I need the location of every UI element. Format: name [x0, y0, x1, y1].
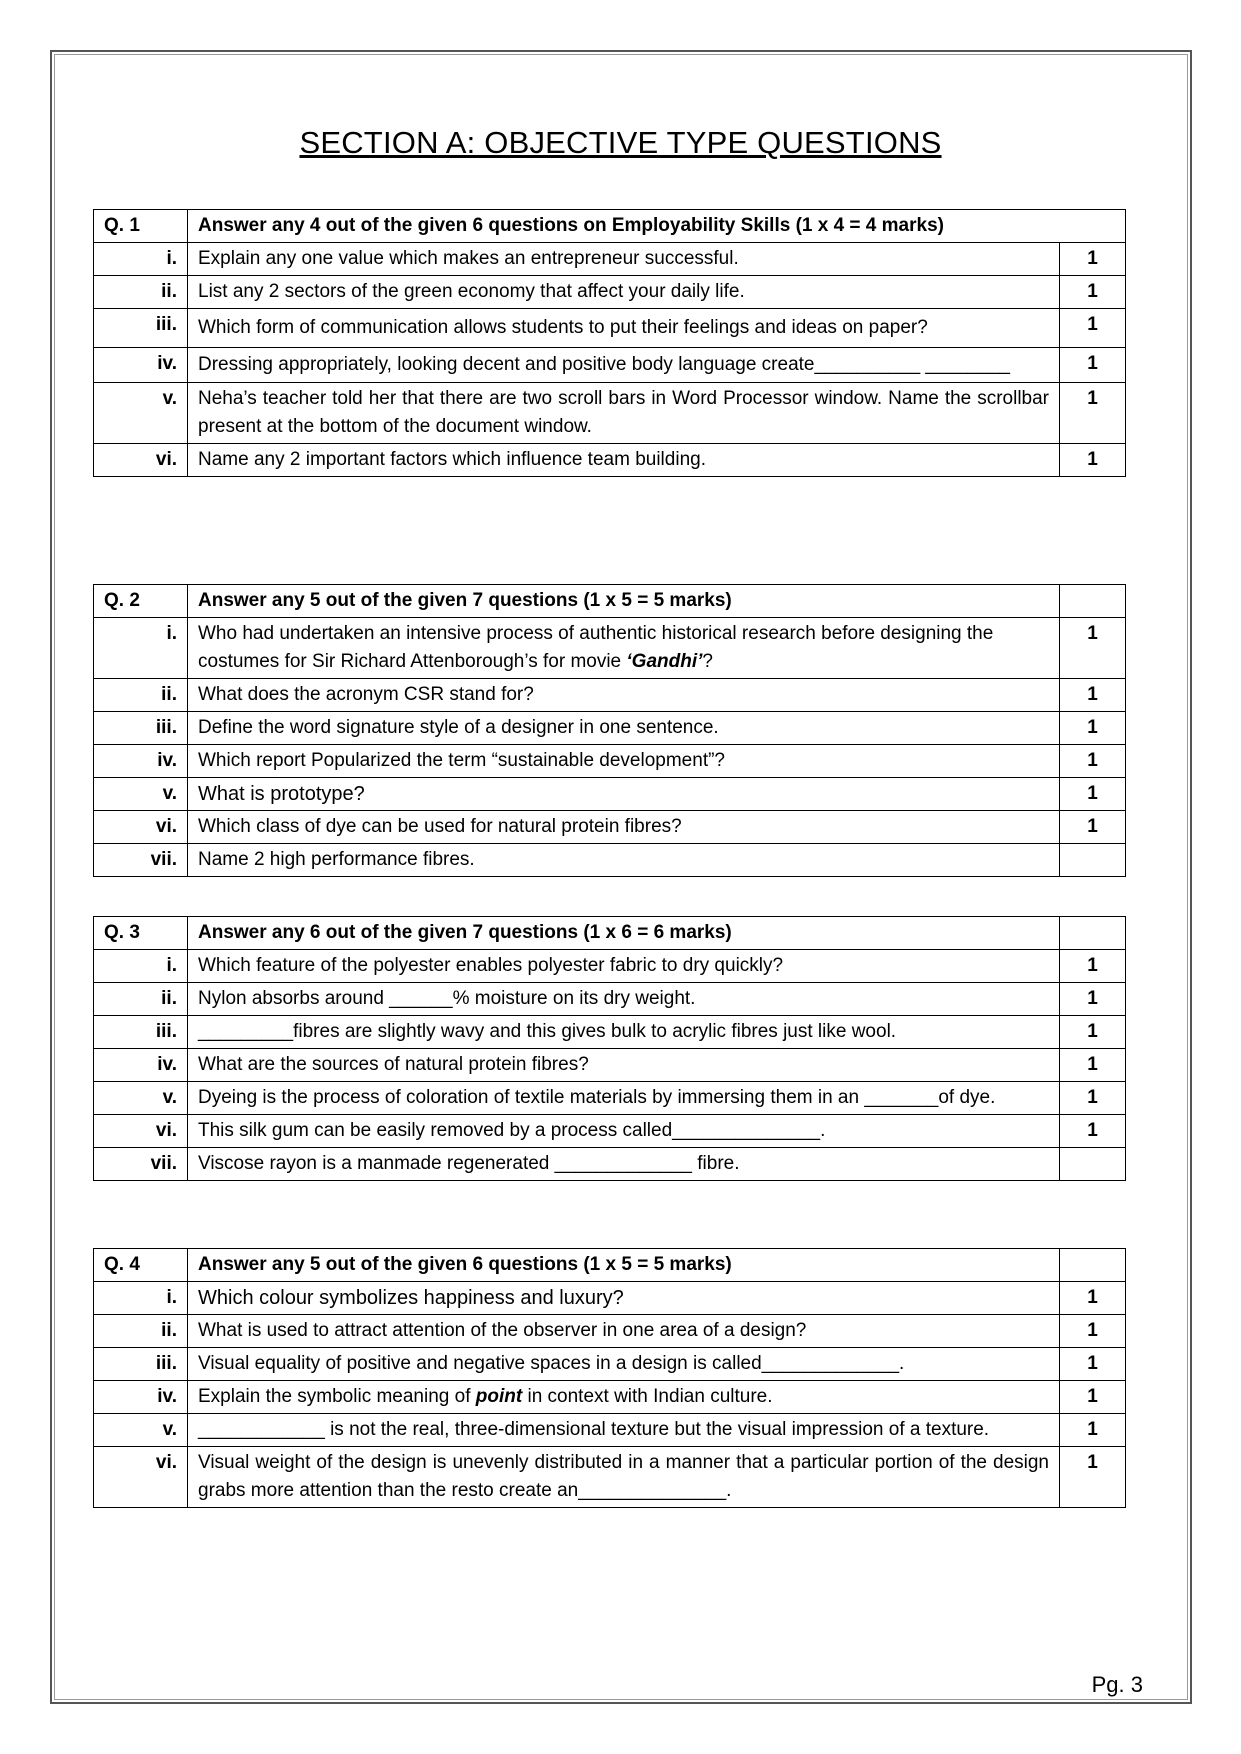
item-mark: 1 [1060, 618, 1126, 679]
item-text: Dressing appropriately, looking decent and positive body language create__________ ________ [188, 348, 1060, 383]
question-table-q3 [93, 916, 1126, 1181]
item-text: Nylon absorbs around ______% moisture on its dry weight. [188, 983, 1060, 1016]
item-text: Which report Popularized the term “sustainable development”? [188, 745, 1060, 778]
question-header-row [94, 1249, 1126, 1282]
table-row [94, 243, 1126, 276]
item-text [188, 1381, 1060, 1414]
item-text: Which feature of the polyester enables polyester fabric to dry quickly? [188, 950, 1060, 983]
table-row [94, 983, 1126, 1016]
table-row [94, 1082, 1126, 1115]
item-number: v. [94, 778, 188, 811]
question-heading: Answer any 5 out of the given 6 questions (1 x 5 = 5 marks) [188, 1249, 1060, 1282]
item-number: v. [94, 1414, 188, 1447]
item-number: i. [94, 618, 188, 679]
item-text: Visual weight of the design is unevenly distributed in a manner that a particular portion of the design grabs more attention than the resto create an______________. [188, 1447, 1060, 1508]
item-mark [1060, 1148, 1126, 1181]
question-table-q2 [93, 584, 1126, 877]
item-text: Explain any one value which makes an entrepreneur successful. [188, 243, 1060, 276]
table-row [94, 1148, 1126, 1181]
question-table-q4 [93, 1248, 1126, 1508]
table-row [94, 745, 1126, 778]
item-number: vi. [94, 444, 188, 477]
item-text [188, 618, 1060, 679]
item-text: What does the acronym CSR stand for? [188, 679, 1060, 712]
item-mark: 1 [1060, 348, 1126, 383]
table-row [94, 811, 1126, 844]
item-text: Neha’s teacher told her that there are two scroll bars in Word Processor window. Name the scrollbar present at the bottom of the document window. [188, 383, 1060, 444]
item-mark: 1 [1060, 444, 1126, 477]
item-text: What is prototype? [188, 778, 1060, 811]
item-mark: 1 [1060, 679, 1126, 712]
item-text: What are the sources of natural protein fibres? [188, 1049, 1060, 1082]
table-row [94, 1348, 1126, 1381]
item-mark: 1 [1060, 1348, 1126, 1381]
item-text: What is used to attract attention of the observer in one area of a design? [188, 1315, 1060, 1348]
table-row [94, 1447, 1126, 1508]
table-row [94, 1381, 1126, 1414]
item-mark: 1 [1060, 1315, 1126, 1348]
item-mark: 1 [1060, 1447, 1126, 1508]
question-number: Q. 2 [94, 585, 188, 618]
table-row [94, 1282, 1126, 1315]
item-number: iv. [94, 348, 188, 383]
table-row [94, 950, 1126, 983]
question-header-row [94, 585, 1126, 618]
item-text: ____________ is not the real, three-dimensional texture but the visual impression of a texture. [188, 1414, 1060, 1447]
item-number: vi. [94, 1447, 188, 1508]
item-number: iii. [94, 1016, 188, 1049]
table-row [94, 1049, 1126, 1082]
item-mark [1060, 917, 1126, 950]
item-mark: 1 [1060, 1016, 1126, 1049]
item-mark: 1 [1060, 1414, 1126, 1447]
item-number: i. [94, 1282, 188, 1315]
table-row [94, 1115, 1126, 1148]
item-text: This silk gum can be easily removed by a process called______________. [188, 1115, 1060, 1148]
item-mark: 1 [1060, 1381, 1126, 1414]
item-number: vi. [94, 1115, 188, 1148]
table-row [94, 444, 1126, 477]
table-row [94, 348, 1126, 383]
item-number: iv. [94, 1049, 188, 1082]
item-number: i. [94, 950, 188, 983]
item-mark: 1 [1060, 983, 1126, 1016]
item-text: Which colour symbolizes happiness and luxury? [188, 1282, 1060, 1315]
table-row [94, 778, 1126, 811]
item-text: Name any 2 important factors which influence team building. [188, 444, 1060, 477]
item-number: iv. [94, 745, 188, 778]
movie-title: ‘Gandhi’ [626, 651, 703, 672]
question-header-row [94, 210, 1126, 243]
item-mark: 1 [1060, 1049, 1126, 1082]
item-text: Which form of communication allows students to put their feelings and ideas on paper? [188, 309, 1060, 348]
item-number: vii. [94, 844, 188, 877]
item-mark: 1 [1060, 712, 1126, 745]
table-row [94, 383, 1126, 444]
item-number: v. [94, 1082, 188, 1115]
item-text: Viscose rayon is a manmade regenerated _____________ fibre. [188, 1148, 1060, 1181]
table-row [94, 1414, 1126, 1447]
table-row [94, 1016, 1126, 1049]
table-row [94, 844, 1126, 877]
table-row [94, 618, 1126, 679]
item-text: _________fibres are slightly wavy and this gives bulk to acrylic fibres just like wool. [188, 1016, 1060, 1049]
item-number: i. [94, 243, 188, 276]
item-mark: 1 [1060, 1282, 1126, 1315]
item-mark: 1 [1060, 309, 1126, 348]
table-row [94, 309, 1126, 348]
item-text: List any 2 sectors of the green economy that affect your daily life. [188, 276, 1060, 309]
question-table-q1 [93, 209, 1126, 477]
item-number: v. [94, 383, 188, 444]
item-number: vi. [94, 811, 188, 844]
item-mark: 1 [1060, 745, 1126, 778]
item-number: iii. [94, 712, 188, 745]
item-text: Visual equality of positive and negative spaces in a design is called_____________. [188, 1348, 1060, 1381]
item-text: Dyeing is the process of coloration of textile materials by immersing them in an _______of dye. [188, 1082, 1060, 1115]
item-mark: 1 [1060, 950, 1126, 983]
page-number: Pg. 3 [1091, 1672, 1143, 1697]
table-row [94, 276, 1126, 309]
item-text: Define the word signature style of a designer in one sentence. [188, 712, 1060, 745]
item-number: ii. [94, 276, 188, 309]
item-mark: 1 [1060, 383, 1126, 444]
item-text: Name 2 high performance fibres. [188, 844, 1060, 877]
item-mark: 1 [1060, 276, 1126, 309]
question-heading: Answer any 6 out of the given 7 questions (1 x 6 = 6 marks) [188, 917, 1060, 950]
item-text-part: Explain the symbolic meaning of [198, 1386, 476, 1407]
item-number: vii. [94, 1148, 188, 1181]
item-text-part: Who had undertaken an intensive process of authentic historical research before designing the costumes for Sir Richard Attenborough’s for movie [198, 623, 994, 672]
item-mark: 1 [1060, 1082, 1126, 1115]
table-row [94, 712, 1126, 745]
item-mark: 1 [1060, 243, 1126, 276]
item-text: Which class of dye can be used for natural protein fibres? [188, 811, 1060, 844]
question-heading: Answer any 5 out of the given 7 questions (1 x 5 = 5 marks) [188, 585, 1060, 618]
question-number: Q. 1 [94, 210, 188, 243]
emphasis-word: point [475, 1386, 523, 1407]
item-mark [1060, 585, 1126, 618]
item-text-part: ? [702, 651, 713, 672]
section-title: SECTION A: OBJECTIVE TYPE QUESTIONS [299, 125, 942, 160]
item-mark: 1 [1060, 778, 1126, 811]
item-mark: 1 [1060, 811, 1126, 844]
item-number: iv. [94, 1381, 188, 1414]
item-mark [1060, 844, 1126, 877]
item-number: ii. [94, 679, 188, 712]
item-text-part: in context with Indian culture. [522, 1386, 773, 1407]
item-number: ii. [94, 1315, 188, 1348]
table-row [94, 1315, 1126, 1348]
question-number: Q. 3 [94, 917, 188, 950]
item-number: ii. [94, 983, 188, 1016]
table-row [94, 679, 1126, 712]
question-heading: Answer any 4 out of the given 6 questions on Employability Skills (1 x 4 = 4 marks) [188, 210, 1126, 243]
item-mark [1060, 1249, 1126, 1282]
item-number: iii. [94, 309, 188, 348]
item-mark: 1 [1060, 1115, 1126, 1148]
question-header-row [94, 917, 1126, 950]
question-number: Q. 4 [94, 1249, 188, 1282]
item-number: iii. [94, 1348, 188, 1381]
